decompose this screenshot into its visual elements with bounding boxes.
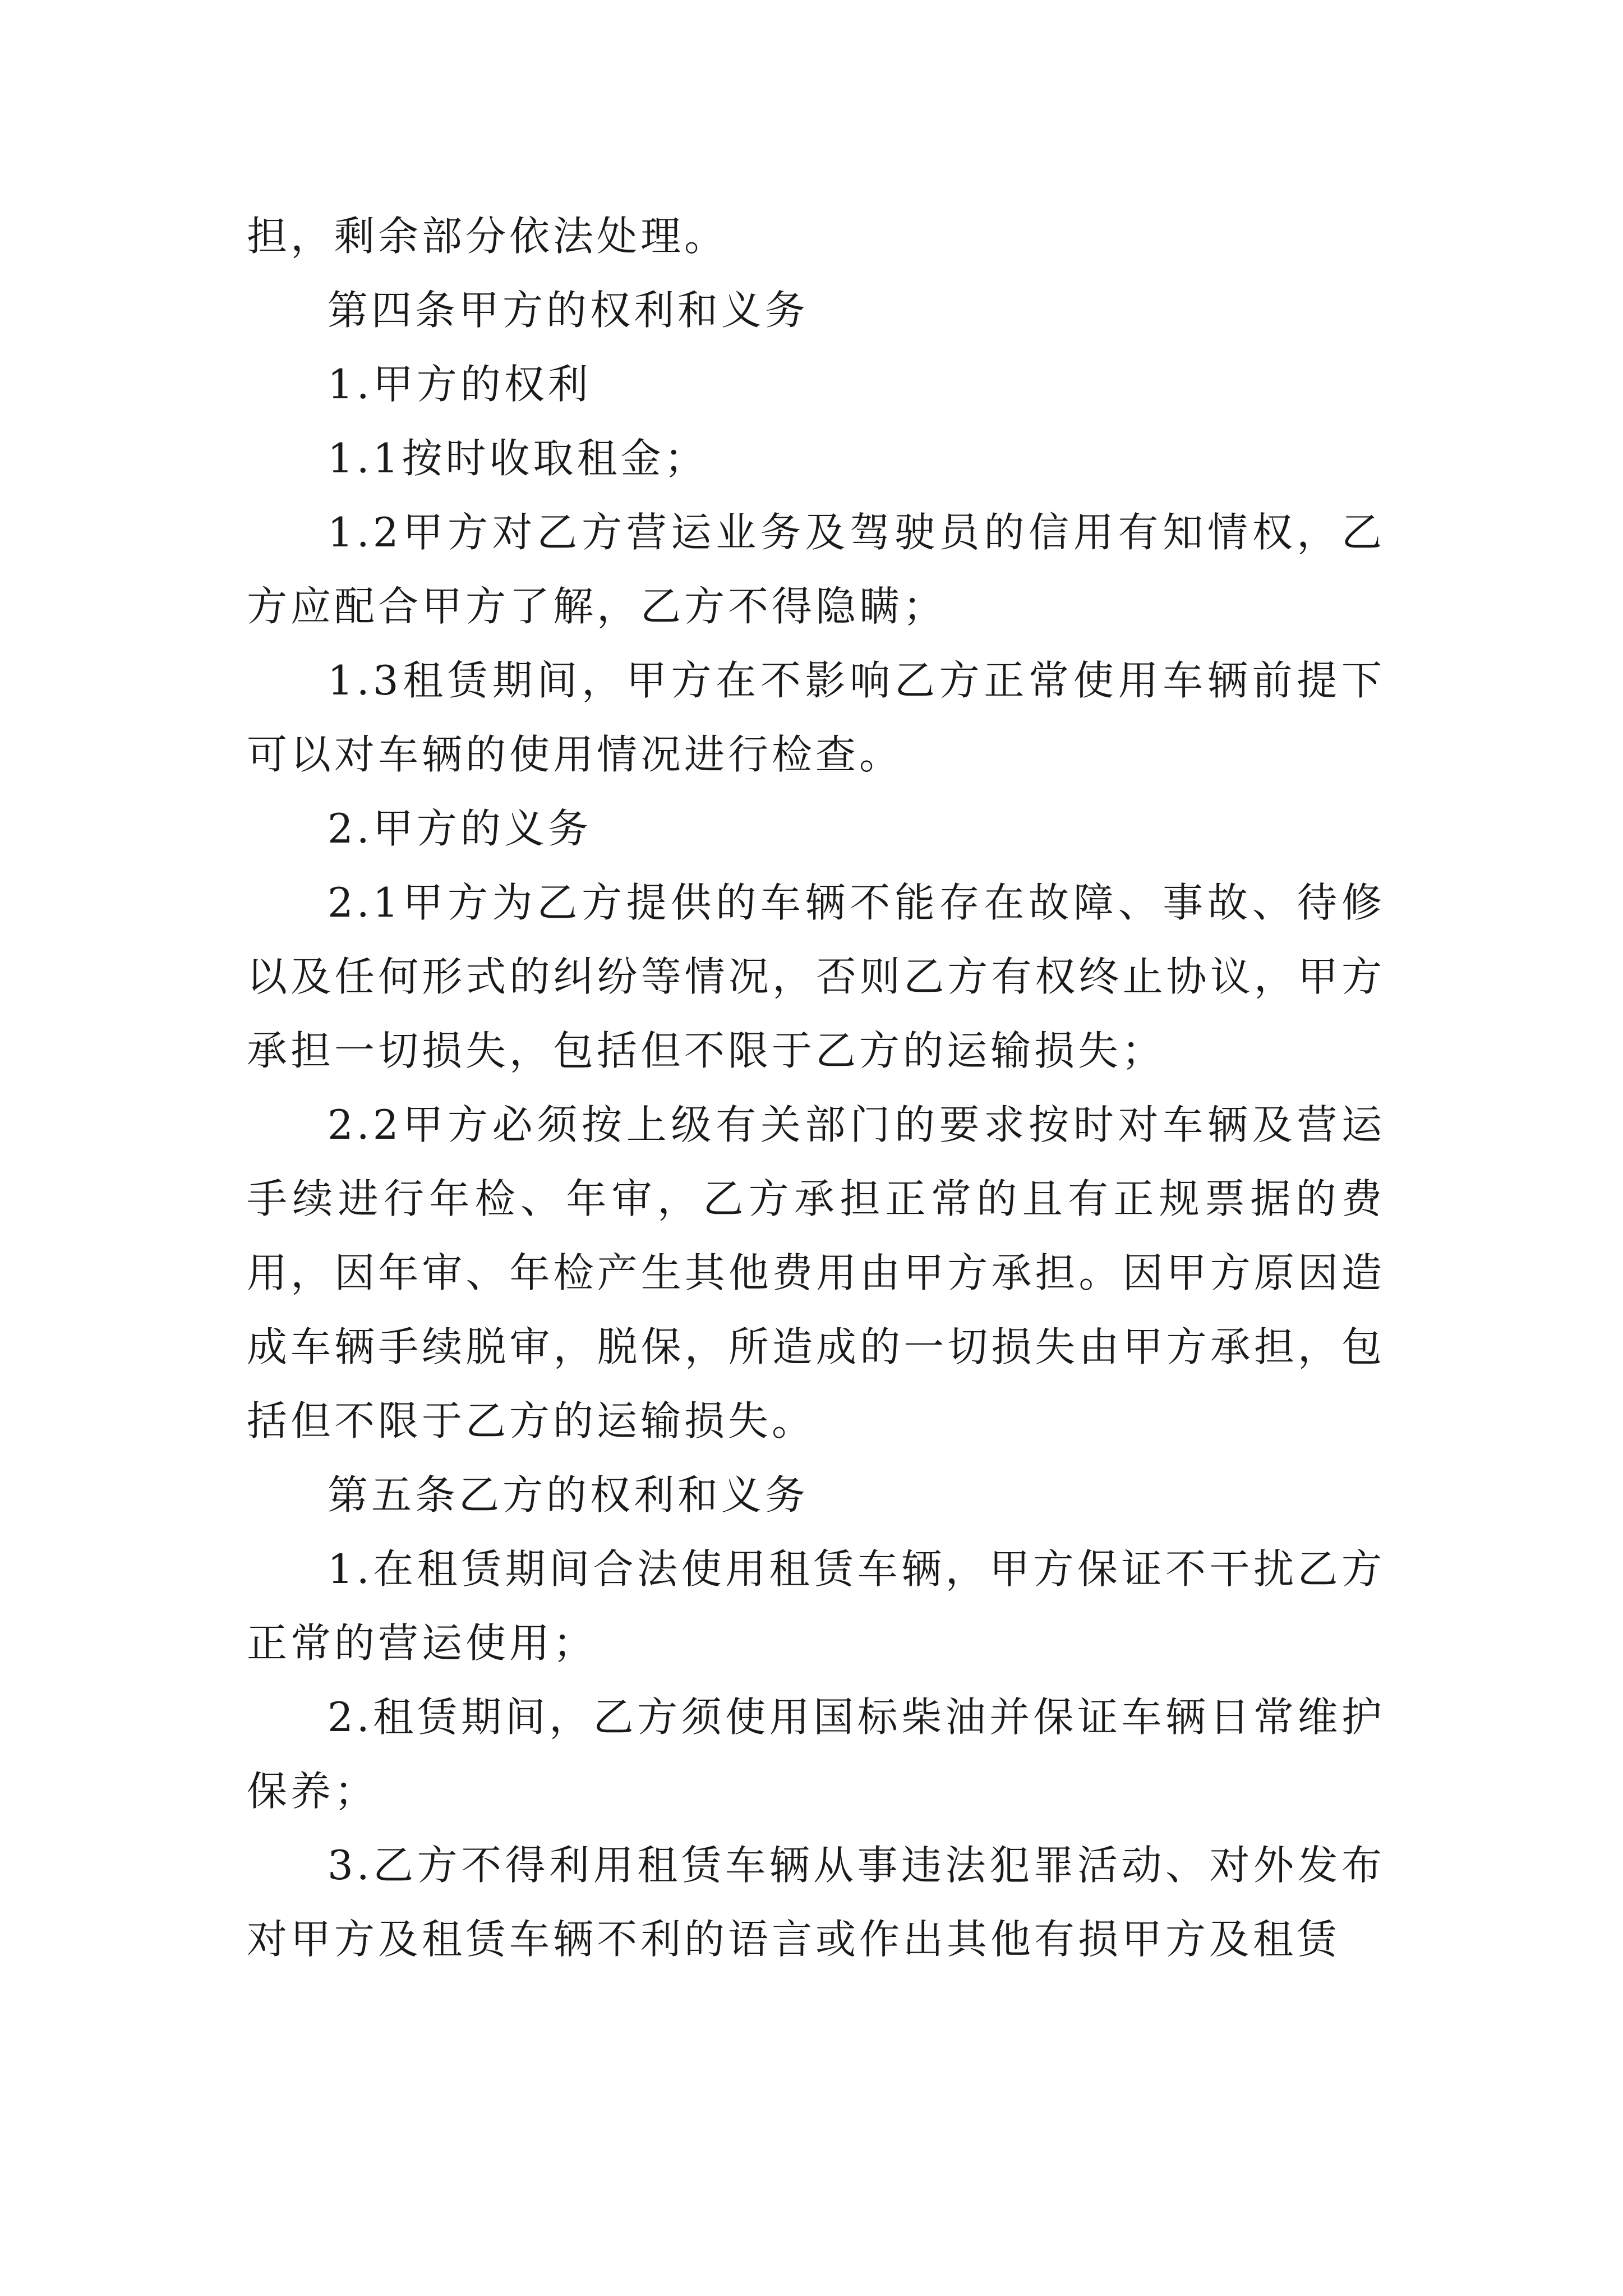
- article-5-clause-1: 1.在租赁期间合法使用租赁车辆，甲方保证不干扰乙方正常的营运使用；: [247, 1545, 1385, 1667]
- clause-1-heading: 1.甲方的权利: [328, 361, 592, 408]
- document-body: [247, 199, 1385, 1976]
- clause-1-1: 1.1按时收取租金；: [328, 435, 708, 482]
- article-4-heading: 第四条甲方的权利和义务: [328, 287, 809, 334]
- clause-2-2: 2.2甲方必须按上级有关部门的要求按时对车辆及营运手续进行年检、年审，乙方承担正常的且有正规票据的费用，因年审、年检产生其他费用由甲方承担。因甲方原因造成车辆手续脱审，脱保，所造成的一切损失由甲方承担，包括但不限于乙方的运输损失。: [247, 1101, 1385, 1444]
- article-5-clause-2: 2.租赁期间，乙方须使用国标柴油并保证车辆日常维护保养；: [247, 1694, 1385, 1815]
- clause-1-2: 1.2甲方对乙方营运业务及驾驶员的信用有知情权，乙方应配合甲方了解，乙方不得隐瞒；: [247, 509, 1385, 630]
- article-5-heading: 第五条乙方的权利和义务: [328, 1471, 809, 1519]
- paragraph-continuation: 担，剩余部分依法处理。: [247, 213, 728, 260]
- clause-1-3: 1.3租赁期间，甲方在不影响乙方正常使用车辆前提下可以对车辆的使用情况进行检查。: [247, 657, 1385, 778]
- clause-2-heading: 2.甲方的义务: [328, 805, 592, 852]
- article-5-clause-3: 3.乙方不得利用租赁车辆从事违法犯罪活动、对外发布对甲方及租赁车辆不利的语言或作出其他有损甲方及租赁: [247, 1842, 1385, 1963]
- clause-2-1: 2.1甲方为乙方提供的车辆不能存在故障、事故、待修以及任何形式的纠纷等情况，否则乙方有权终止协议，甲方承担一切损失，包括但不限于乙方的运输损失；: [247, 879, 1385, 1074]
